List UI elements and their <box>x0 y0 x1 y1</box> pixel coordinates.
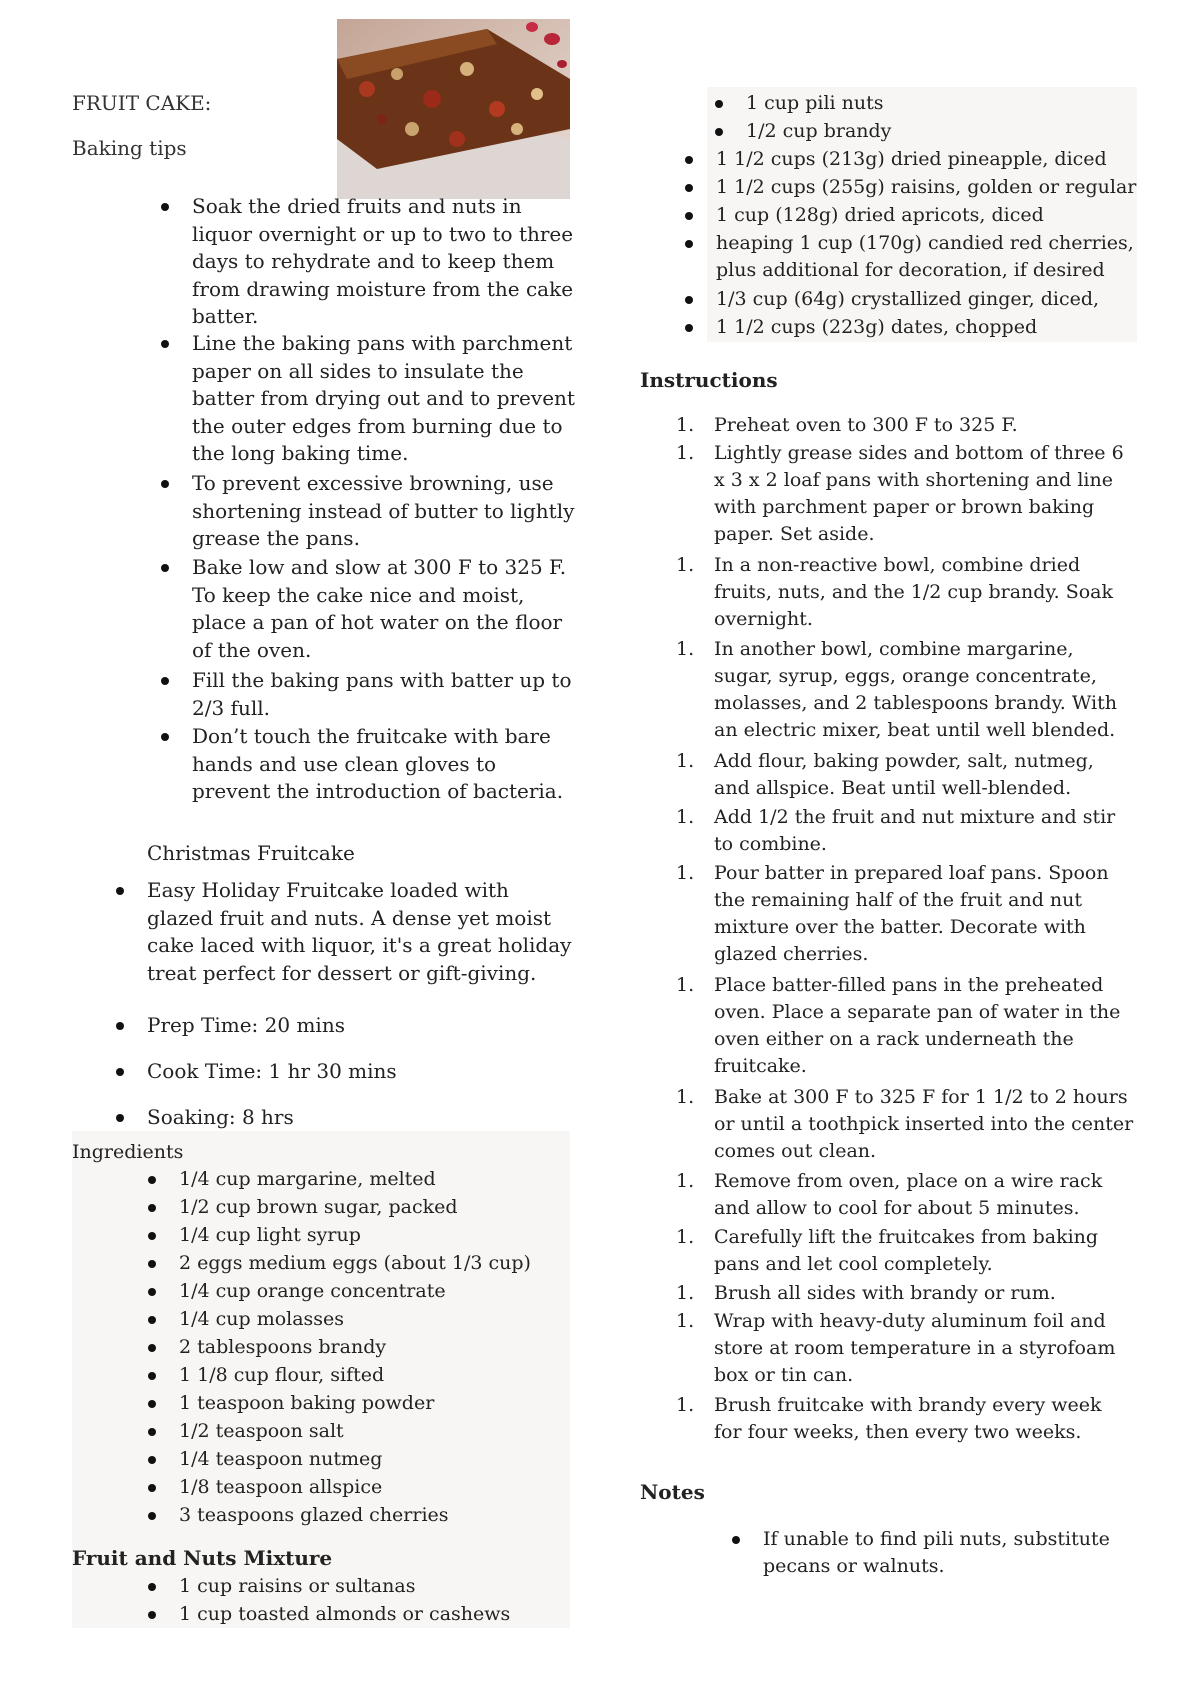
step-number: 1. <box>676 806 695 828</box>
instruction-step <box>676 860 1134 972</box>
instruction-step <box>676 1168 1134 1224</box>
step-text: Preheat oven to 300 F to 325 F. <box>714 414 1018 436</box>
step-number: 1. <box>676 638 695 660</box>
step-text: Bake at 300 F to 325 F for 1 1/2 to 2 hours or until a toothpick inserted into the center comes out clean. <box>714 1086 1134 1162</box>
fruitcake-photo-drawing <box>337 19 570 199</box>
list-item: Prep Time: 20 mins <box>147 1012 577 1058</box>
notes-list <box>763 1526 1143 1582</box>
instruction-step <box>676 552 1134 636</box>
list-item: 1 teaspoon baking powder <box>179 1390 569 1418</box>
step-text: Add flour, baking powder, salt, nutmeg, and allspice. Beat until well-blended. <box>714 750 1094 799</box>
step-number: 1. <box>676 442 695 464</box>
baking-tips-list <box>192 193 577 803</box>
list-item: 1 1/8 cup flour, sifted <box>179 1362 569 1390</box>
list-item: 1 1/2 cups (223g) dates, chopped <box>716 314 1141 342</box>
fruit-nuts-heading: Fruit and Nuts Mixture <box>72 1546 333 1570</box>
ingredients-list <box>179 1166 569 1530</box>
fruit-nuts-list-continued <box>746 90 1136 146</box>
step-text: Place batter-filled pans in the preheated oven. Place a separate pan of water in the oven either on a rack underneath the fruitcake. <box>714 974 1121 1077</box>
page-title: FRUIT CAKE: <box>72 91 212 115</box>
instruction-step <box>676 636 1134 748</box>
step-text: Brush fruitcake with brandy every week for four weeks, then every two weeks. <box>714 1394 1102 1443</box>
list-item: Fill the baking pans with batter up to 2/3 full. <box>192 667 577 723</box>
list-item: 2 eggs medium eggs (about 1/3 cup) <box>179 1250 569 1278</box>
step-text: Remove from oven, place on a wire rack and allow to cool for about 5 minutes. <box>714 1170 1103 1219</box>
instructions-heading: Instructions <box>640 368 778 392</box>
list-item: 1/8 teaspoon allspice <box>179 1474 569 1502</box>
list-item: 1/4 cup molasses <box>179 1306 569 1334</box>
instructions-list <box>676 412 1134 1448</box>
instruction-step <box>676 804 1134 860</box>
instruction-step <box>676 1308 1134 1392</box>
list-item: 1/4 cup light syrup <box>179 1222 569 1250</box>
step-number: 1. <box>676 1394 695 1416</box>
step-text: Lightly grease sides and bottom of three 6 x 3 x 2 loaf pans with shortening and line with parchment paper or brown baking paper. Set aside. <box>714 442 1124 545</box>
step-number: 1. <box>676 1282 695 1304</box>
instruction-step <box>676 1224 1134 1280</box>
list-item: 1/2 cup brown sugar, packed <box>179 1194 569 1222</box>
list-item: 1 cup raisins or sultanas <box>179 1573 569 1601</box>
step-text: Wrap with heavy-duty aluminum foil and store at room temperature in a styrofoam box or tin can. <box>714 1310 1116 1386</box>
baking-tips-heading: Baking tips <box>72 136 187 160</box>
instruction-step <box>676 1084 1134 1168</box>
list-item: To prevent excessive browning, use shortening instead of butter to lightly grease the pans. <box>192 470 577 554</box>
step-text: Brush all sides with brandy or rum. <box>714 1282 1056 1304</box>
fruit-nuts-list-more <box>716 146 1141 342</box>
list-item: Bake low and slow at 300 F to 325 F. To keep the cake nice and moist, place a pan of hot water on the floor of the oven. <box>192 554 577 667</box>
list-item: Don’t touch the fruitcake with bare hands and use clean gloves to prevent the introduction of bacteria. <box>192 723 577 779</box>
list-item: 1 cup (128g) dried apricots, diced <box>716 202 1141 230</box>
list-item: 1/2 cup brandy <box>746 118 1136 146</box>
instruction-step <box>676 412 1134 440</box>
step-number: 1. <box>676 554 695 576</box>
step-text: Pour batter in prepared loaf pans. Spoon the remaining half of the fruit and nut mixture over the batter. Decorate with glazed cherries. <box>714 862 1109 965</box>
instruction-step <box>676 972 1134 1084</box>
step-number: 1. <box>676 862 695 884</box>
step-text: Add 1/2 the fruit and nut mixture and stir to combine. <box>714 806 1116 855</box>
list-item: heaping 1 cup (170g) candied red cherries, plus additional for decoration, if desired <box>716 230 1141 286</box>
christmas-info-list <box>147 877 577 1134</box>
step-number: 1. <box>676 1310 695 1332</box>
list-item: 3 teaspoons glazed cherries <box>179 1502 569 1530</box>
list-item: 1 1/2 cups (255g) raisins, golden or regular <box>716 174 1141 202</box>
list-item: If unable to find pili nuts, substitute pecans or walnuts. <box>763 1526 1143 1582</box>
instruction-step <box>676 1280 1134 1308</box>
list-item: 1/4 cup margarine, melted <box>179 1166 569 1194</box>
fruitcake-photo <box>337 19 570 199</box>
list-item: Cook Time: 1 hr 30 mins <box>147 1058 577 1104</box>
list-item: 1/4 cup orange concentrate <box>179 1278 569 1306</box>
step-text: Carefully lift the fruitcakes from baking pans and let cool completely. <box>714 1226 1099 1275</box>
step-number: 1. <box>676 750 695 772</box>
step-number: 1. <box>676 1086 695 1108</box>
ingredients-heading: Ingredients <box>72 1141 184 1163</box>
list-item: 1 1/2 cups (213g) dried pineapple, diced <box>716 146 1141 174</box>
instruction-step <box>676 748 1134 804</box>
list-item: 1/2 teaspoon salt <box>179 1418 569 1446</box>
step-text: In a non-reactive bowl, combine dried fruits, nuts, and the 1/2 cup brandy. Soak overnight. <box>714 554 1114 630</box>
list-item: Line the baking pans with parchment paper on all sides to insulate the batter from drying out and to prevent the outer edges from burning due to the long baking time. <box>192 330 577 470</box>
list-item: 1 cup pili nuts <box>746 90 1136 118</box>
step-number: 1. <box>676 414 695 436</box>
instruction-step <box>676 440 1134 552</box>
christmas-fruitcake-heading: Christmas Fruitcake <box>147 841 355 865</box>
step-text: In another bowl, combine margarine, sugar, syrup, eggs, orange concentrate, molasses, and 2 tablespoons brandy. With an electric mixer, beat until well blended. <box>714 638 1117 741</box>
instruction-step <box>676 1392 1134 1448</box>
list-item: Easy Holiday Fruitcake loaded with glazed fruit and nuts. A dense yet moist cake laced with liquor, it's a great holiday treat perfect for dessert or gift-giving. <box>147 877 577 1012</box>
list-item: 2 tablespoons brandy <box>179 1334 569 1362</box>
step-number: 1. <box>676 1226 695 1248</box>
list-item: 1 cup toasted almonds or cashews <box>179 1601 569 1629</box>
notes-heading: Notes <box>640 1480 705 1504</box>
list-item: 1/4 teaspoon nutmeg <box>179 1446 569 1474</box>
list-item: Soak the dried fruits and nuts in liquor overnight or up to two to three days to rehydrate and to keep them from drawing moisture from the cake batter. <box>192 193 577 330</box>
fruit-nuts-list <box>179 1573 569 1629</box>
list-item: 1/3 cup (64g) crystallized ginger, diced, <box>716 286 1141 314</box>
step-number: 1. <box>676 1170 695 1192</box>
list-item: Soaking: 8 hrs <box>147 1104 577 1134</box>
step-number: 1. <box>676 974 695 996</box>
